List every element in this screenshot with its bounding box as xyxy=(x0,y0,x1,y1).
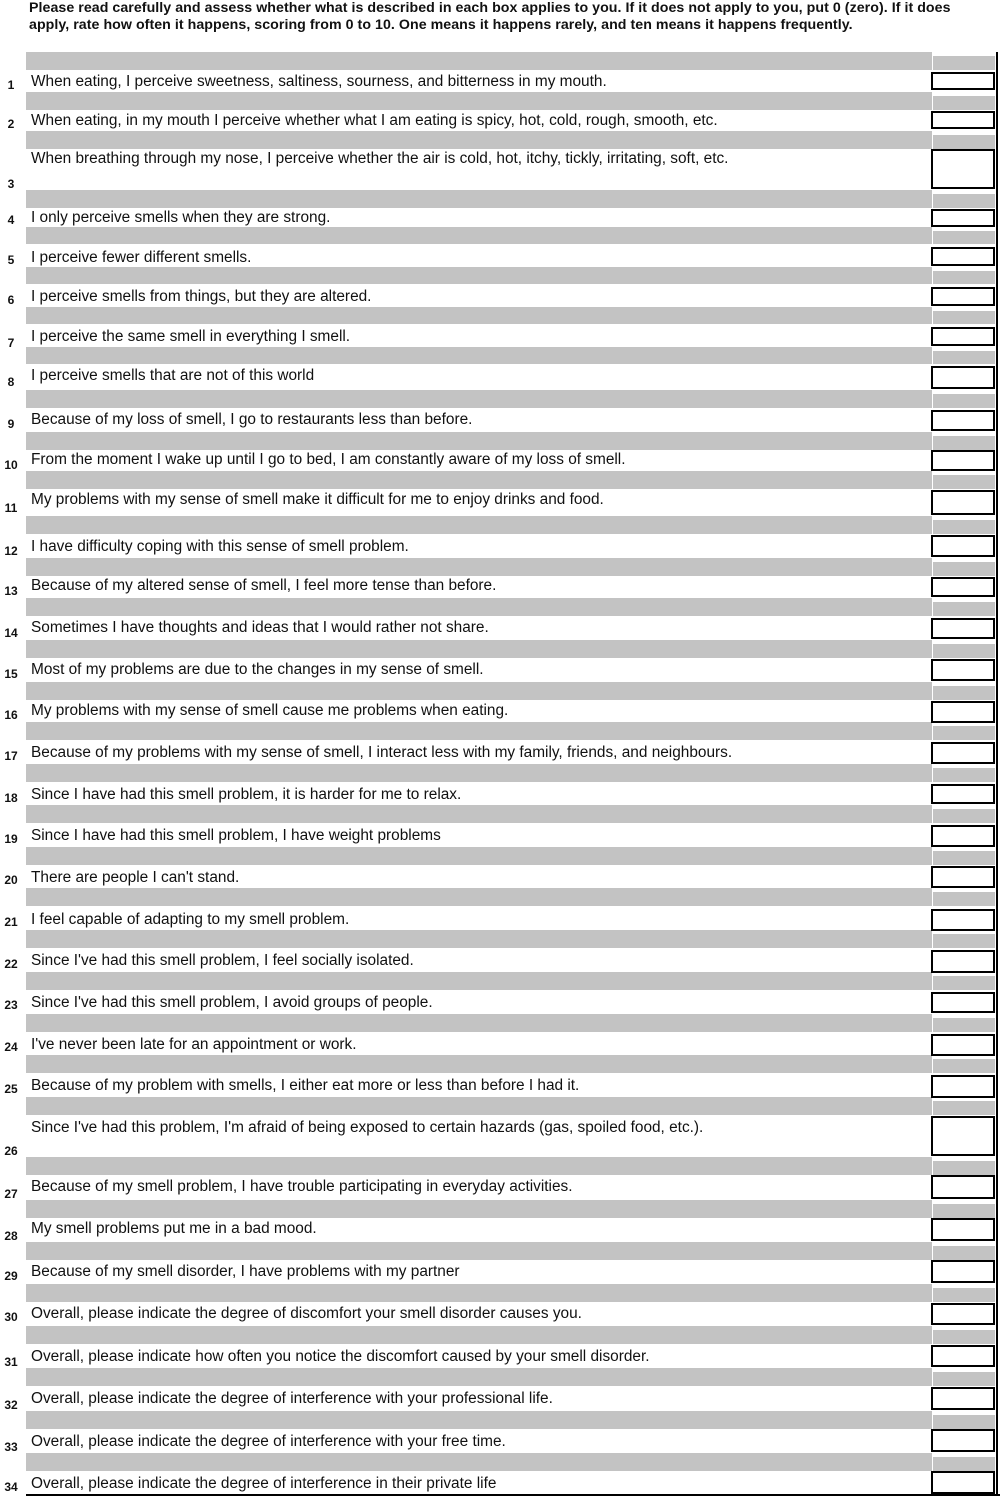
question-text: I only perceive smells when they are strong. xyxy=(31,209,331,226)
question-number: 14 xyxy=(4,626,18,640)
question-text: From the moment I wake up until I go to bed, I am constantly aware of my loss of smell. xyxy=(31,451,626,468)
grey-band xyxy=(26,1055,932,1073)
answer-box[interactable] xyxy=(931,992,995,1013)
answer-box[interactable] xyxy=(931,909,995,931)
grey-band xyxy=(26,764,932,782)
grey-band xyxy=(26,190,932,208)
answer-box[interactable] xyxy=(931,450,995,471)
question-text: Overall, please indicate the degree of interference with your professional life. xyxy=(31,1390,553,1407)
question-number: 24 xyxy=(4,1040,18,1054)
answer-box[interactable] xyxy=(931,209,995,227)
answer-box[interactable] xyxy=(931,111,995,129)
question-number: 5 xyxy=(7,253,15,267)
question-text: Since I have had this smell problem, I have weight problems xyxy=(31,827,441,844)
question-text: Since I've had this problem, I'm afraid of being exposed to certain hazards (gas, spoiled food, etc.). xyxy=(31,1119,704,1136)
answer-grey-band xyxy=(933,56,995,70)
grey-band xyxy=(26,131,932,149)
answer-grey-band xyxy=(933,311,995,324)
grey-band xyxy=(26,972,932,990)
question-text: I have difficulty coping with this sense of smell problem. xyxy=(31,538,409,555)
question-text: Overall, please indicate how often you notice the discomfort caused by your smell disorder. xyxy=(31,1348,650,1365)
answer-grey-band xyxy=(933,436,995,450)
question-number: 19 xyxy=(4,832,18,846)
question-text: I perceive smells that are not of this world xyxy=(31,367,315,384)
question-text: Overall, please indicate the degree of interference in their private life xyxy=(31,1475,497,1492)
answer-grey-band xyxy=(933,602,995,616)
question-text: Since I've had this smell problem, I feel socially isolated. xyxy=(31,952,414,969)
question-number: 31 xyxy=(4,1355,18,1369)
answer-grey-band xyxy=(933,976,995,990)
grey-band xyxy=(26,92,932,110)
answer-box[interactable] xyxy=(931,577,995,597)
answer-box[interactable] xyxy=(931,1387,995,1410)
question-text: My problems with my sense of smell cause me problems when eating. xyxy=(31,702,509,719)
grey-band xyxy=(26,347,932,364)
question-number: 13 xyxy=(4,584,18,598)
answer-box[interactable] xyxy=(931,72,995,90)
question-text: When eating, in my mouth I perceive whether what I am eating is spicy, hot, cold, rough, smooth, etc. xyxy=(31,112,718,129)
grey-band xyxy=(26,516,932,534)
answer-grey-band xyxy=(933,726,995,740)
answer-box[interactable] xyxy=(931,742,995,764)
answer-box[interactable] xyxy=(931,1175,995,1199)
question-text: Because of my altered sense of smell, I feel more tense than before. xyxy=(31,577,497,594)
question-text: Because of my loss of smell, I go to restaurants less than before. xyxy=(31,411,473,428)
grey-band xyxy=(26,1368,932,1386)
answer-column xyxy=(931,52,1000,1496)
question-number: 32 xyxy=(4,1398,18,1412)
answer-box[interactable] xyxy=(931,1345,995,1367)
question-text: Overall, please indicate the degree of interference with your free time. xyxy=(31,1433,506,1450)
answer-grey-band xyxy=(933,1330,995,1344)
question-number: 12 xyxy=(4,544,18,558)
question-number: 6 xyxy=(7,293,15,307)
answer-grey-band xyxy=(933,135,995,149)
answer-grey-band xyxy=(933,562,995,576)
grey-band xyxy=(26,471,932,489)
question-text: I perceive the same smell in everything I smell. xyxy=(31,328,351,345)
question-number: 34 xyxy=(4,1480,18,1494)
answer-grey-band xyxy=(933,768,995,782)
question-number: 4 xyxy=(7,213,15,227)
grey-band xyxy=(26,1453,932,1471)
question-number: 16 xyxy=(4,708,18,722)
grey-band xyxy=(26,888,932,906)
question-text: I perceive fewer different smells. xyxy=(31,249,252,266)
question-number: 9 xyxy=(7,417,15,431)
question-text: Sometimes I have thoughts and ideas that I would rather not share. xyxy=(31,619,489,636)
question-text: Because of my smell problem, I have trouble participating in everyday activities. xyxy=(31,1178,573,1195)
answer-grey-band xyxy=(933,809,995,823)
question-number: 25 xyxy=(4,1082,18,1096)
answer-box[interactable] xyxy=(931,535,995,557)
answer-grey-band xyxy=(933,1161,995,1175)
answer-grey-band xyxy=(933,194,995,208)
grey-band xyxy=(26,722,932,740)
question-text: I perceive smells from things, but they are altered. xyxy=(31,288,372,305)
answer-grey-band xyxy=(933,271,995,284)
question-text: Most of my problems are due to the changes in my sense of smell. xyxy=(31,661,484,678)
answer-grey-band xyxy=(933,520,995,534)
question-text: There are people I can't stand. xyxy=(31,869,240,886)
right-border xyxy=(996,52,998,1496)
grey-band xyxy=(26,1157,932,1175)
answer-box[interactable] xyxy=(931,247,995,266)
answer-grey-band xyxy=(933,1101,995,1115)
answer-grey-band xyxy=(933,1059,995,1073)
answer-grey-band xyxy=(933,1372,995,1386)
question-text: I feel capable of adapting to my smell problem. xyxy=(31,911,350,928)
grey-band xyxy=(26,805,932,823)
answer-grey-band xyxy=(933,231,995,244)
question-number: 8 xyxy=(7,375,15,389)
answer-box[interactable] xyxy=(931,366,995,389)
question-number: 28 xyxy=(4,1229,18,1243)
question-text: I've never been late for an appointment or work. xyxy=(31,1036,357,1053)
answer-grey-band xyxy=(933,644,995,658)
grey-band xyxy=(26,390,932,408)
answer-grey-band xyxy=(933,394,995,408)
question-number: 18 xyxy=(4,791,18,805)
question-number: 29 xyxy=(4,1269,18,1283)
answer-grey-band xyxy=(933,475,995,489)
answer-box[interactable] xyxy=(931,490,995,515)
grey-band xyxy=(26,1014,932,1032)
question-text: Because of my smell disorder, I have problems with my partner xyxy=(31,1263,460,1280)
grey-band xyxy=(26,640,932,658)
answer-grey-band xyxy=(933,1018,995,1032)
answer-box[interactable] xyxy=(931,825,995,847)
answer-grey-band xyxy=(933,1246,995,1260)
grey-band xyxy=(26,1326,932,1344)
answer-box[interactable] xyxy=(931,1075,995,1098)
question-text: Overall, please indicate the degree of discomfort your smell disorder causes you. xyxy=(31,1305,582,1322)
question-number: 15 xyxy=(4,667,18,681)
grey-band xyxy=(26,267,932,284)
grey-band xyxy=(26,52,932,70)
answer-box[interactable] xyxy=(931,950,995,973)
grey-band xyxy=(26,307,932,324)
question-text: Because of my problem with smells, I either eat more or less than before I had it. xyxy=(31,1077,580,1094)
question-number: 30 xyxy=(4,1310,18,1324)
grey-band xyxy=(26,847,932,865)
grey-band xyxy=(26,1242,932,1260)
answer-grey-band xyxy=(933,96,995,110)
question-number: 2 xyxy=(7,117,15,131)
question-number: 11 xyxy=(4,501,18,515)
answer-grey-band xyxy=(933,1415,995,1429)
question-text: Since I've had this smell problem, I avoid groups of people. xyxy=(31,994,433,1011)
question-number: 21 xyxy=(4,915,18,929)
answer-grey-band xyxy=(933,934,995,948)
grey-band xyxy=(26,558,932,576)
question-number: 26 xyxy=(4,1144,18,1158)
question-text: When breathing through my nose, I perceive whether the air is cold, hot, itchy, tickly, irritating, soft, etc. xyxy=(31,150,729,167)
answer-box[interactable] xyxy=(931,410,995,431)
question-number: 3 xyxy=(7,177,15,191)
answer-box[interactable] xyxy=(931,1471,995,1494)
answer-box[interactable] xyxy=(931,1218,995,1241)
question-text: Since I have had this smell problem, it is harder for me to relax. xyxy=(31,786,462,803)
question-number: 33 xyxy=(4,1440,18,1454)
question-number: 17 xyxy=(4,749,18,763)
answer-box[interactable] xyxy=(931,1034,995,1056)
bottom-border xyxy=(26,1494,1000,1496)
grey-band xyxy=(26,1411,932,1429)
grey-band xyxy=(26,1200,932,1218)
question-number: 1 xyxy=(7,78,15,92)
question-text: When eating, I perceive sweetness, saltiness, sourness, and bitterness in my mouth. xyxy=(31,73,607,90)
answer-grey-band xyxy=(933,686,995,700)
answer-box[interactable] xyxy=(931,866,995,888)
instructions-text: Please read carefully and assess whether what is described in each box applies to you. If it does not apply to you, put 0 (zero). If it does apply, rate how often it happens, scoring from 0 to 10. One means it happens rarely, and ten means it happens frequently. xyxy=(29,0,951,33)
grey-band xyxy=(26,227,932,244)
answer-box[interactable] xyxy=(931,1260,995,1283)
grey-band xyxy=(26,930,932,948)
question-number: 7 xyxy=(7,336,15,350)
grey-band xyxy=(26,1284,932,1302)
answer-grey-band xyxy=(933,851,995,865)
answer-grey-band xyxy=(933,1204,995,1218)
answer-grey-band xyxy=(933,351,995,364)
answer-box[interactable] xyxy=(931,1429,995,1452)
question-number: 10 xyxy=(4,458,18,472)
answer-box[interactable] xyxy=(931,287,995,306)
answer-grey-band xyxy=(933,1288,995,1302)
answer-box[interactable] xyxy=(931,149,995,189)
question-number: 20 xyxy=(4,873,18,887)
question-text: My smell problems put me in a bad mood. xyxy=(31,1220,317,1237)
grey-band xyxy=(26,598,932,616)
question-text: Because of my problems with my sense of smell, I interact less with my family, friends, and neighbours. xyxy=(31,744,733,761)
answer-box[interactable] xyxy=(931,1303,995,1325)
question-text: My problems with my sense of smell make it difficult for me to enjoy drinks and food. xyxy=(31,491,604,508)
grey-band xyxy=(26,1097,932,1115)
answer-box[interactable] xyxy=(931,1116,995,1156)
answer-box[interactable] xyxy=(931,618,995,639)
answer-box[interactable] xyxy=(931,327,995,346)
grey-band xyxy=(26,682,932,700)
question-number: 23 xyxy=(4,998,18,1012)
answer-box[interactable] xyxy=(931,701,995,723)
answer-grey-band xyxy=(933,1457,995,1471)
answer-box[interactable] xyxy=(931,784,995,804)
answer-box[interactable] xyxy=(931,659,995,681)
question-number: 27 xyxy=(4,1187,18,1201)
grey-band xyxy=(26,432,932,450)
answer-grey-band xyxy=(933,892,995,906)
question-number: 22 xyxy=(4,957,18,971)
